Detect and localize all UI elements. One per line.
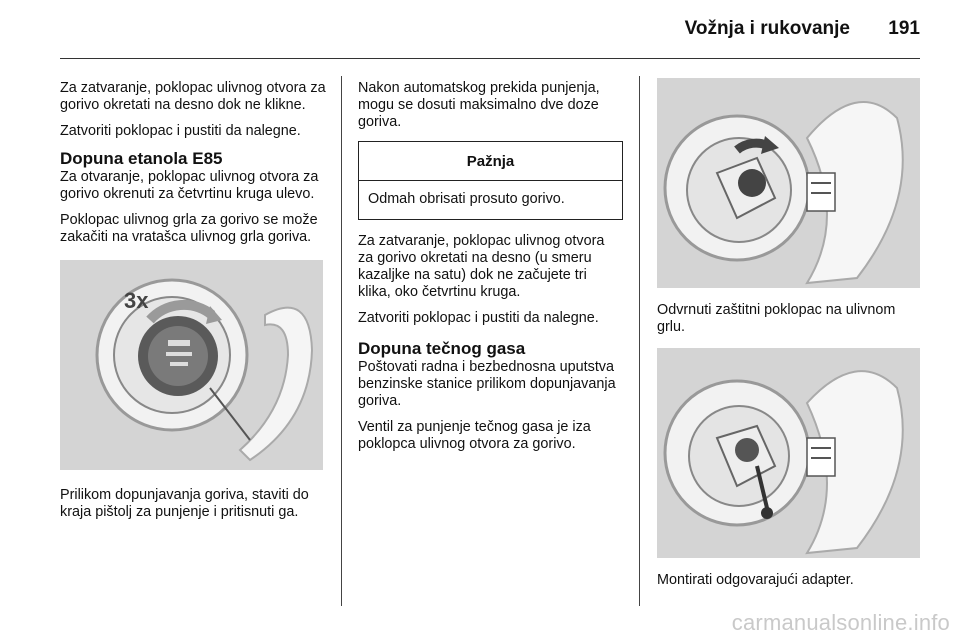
- note-box: [358, 141, 623, 220]
- paragraph: Poštovati radna i bezbednosna uputstva benzinske stanice prilikom dopunjavanja goriva.: [358, 359, 616, 409]
- column-divider-left: [341, 76, 342, 606]
- paragraph: Za otvaranje, poklopac ulivnog otvora za gorivo okrenuti za četvrtinu kruga ulevo.: [60, 169, 319, 202]
- paragraph: Prilikom dopunjavanja goriva, staviti do kraja pištolj za punjenje i pritisnuti ga.: [60, 487, 309, 520]
- paragraph: Zatvoriti poklopac i pustiti da nalegne.: [60, 123, 301, 139]
- note-body: Odmah obrisati prosuto gorivo.: [368, 191, 565, 207]
- paragraph: Nakon automatskog prekida punjenja, mogu se dosuti maksimalno dve doze goriva.: [358, 80, 600, 130]
- figure-caption: Montirati odgovarajući adapter.: [657, 572, 854, 588]
- section-heading: Dopuna etanola E85: [60, 149, 223, 168]
- right-column: [657, 78, 921, 598]
- paragraph: Za zatvaranje, poklopac ulivnog otvora za gorivo okretati na desno (u smeru kazaljke na satu) dok ne začujete tri klika, oko četvrtinu kruga.: [358, 233, 605, 300]
- lpg-valve-photo-2: [657, 348, 920, 558]
- middle-column: [358, 80, 623, 462]
- figure-caption: Odvrnuti zaštitni poklopac na ulivnom grlu.: [657, 302, 896, 335]
- column-divider-right: [639, 76, 640, 606]
- lpg-valve-photo-1: [657, 78, 920, 288]
- paragraph: Poklopac ulivnog grla za gorivo se može zakačiti na vratašca ulivnog grla goriva.: [60, 212, 318, 245]
- left-column: [60, 80, 328, 530]
- page-header-title: Vožnja i rukovanje: [684, 18, 850, 39]
- watermark: carmanualsonline.info: [731, 610, 950, 635]
- note-title: Pažnja: [359, 142, 622, 181]
- lpg-adapter-illustration: [657, 348, 920, 558]
- section-heading: Dopuna tečnog gasa: [358, 339, 526, 358]
- page-number: 191: [888, 18, 920, 39]
- fuel-cap-illustration: [60, 260, 323, 470]
- paragraph: Zatvoriti poklopac i pustiti da nalegne.: [358, 310, 599, 326]
- fuel-cap-photo: [60, 260, 323, 470]
- figure-label: 3x: [124, 288, 149, 313]
- lpg-cap-illustration: [657, 78, 920, 288]
- paragraph: Ventil za punjenje tečnog gasa je iza poklopca ulivnog otvora za gorivo.: [358, 419, 591, 452]
- paragraph: Za zatvaranje, poklopac ulivnog otvora za gorivo okretati na desno dok ne klikne.: [60, 80, 326, 113]
- header-rule: [60, 58, 920, 59]
